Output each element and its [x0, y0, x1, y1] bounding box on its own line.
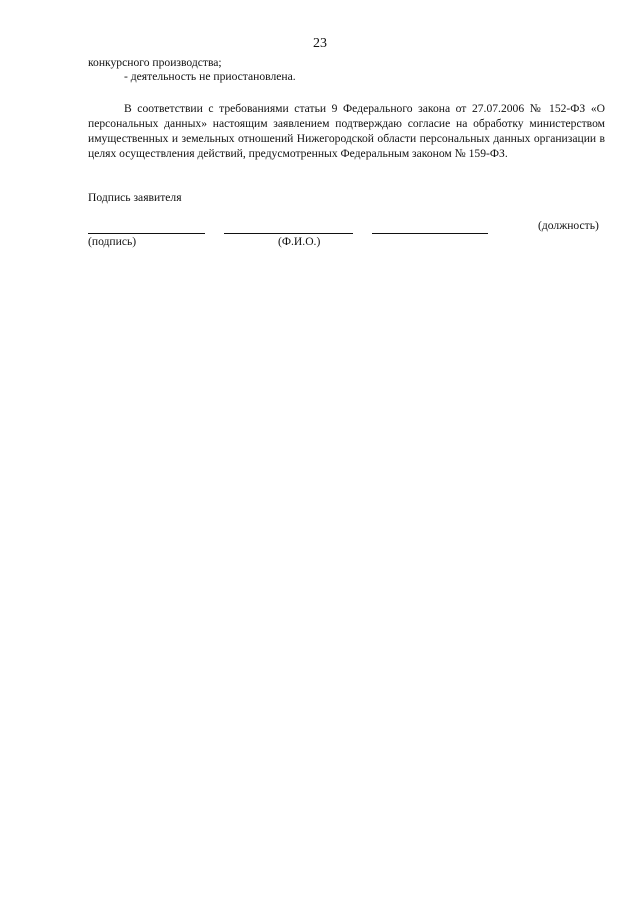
- signature-label: (подпись): [88, 235, 137, 248]
- consent-paragraph: [88, 101, 605, 161]
- extra-line: [372, 233, 488, 234]
- name-label: (Ф.И.О.): [278, 235, 321, 248]
- signature-line: [88, 233, 205, 234]
- position-label: (должность): [538, 219, 599, 232]
- intro-line-2: - деятельность не приостановлена.: [124, 70, 296, 83]
- consent-paragraph-text: В соответствии с требованиями статьи 9 Федерального закона от 27.07.2006 № 152-ФЗ «О персональных данных» настоящим заявлением подтверждаю согласие на обработку министерством имущественных и земельных отношений Нижегородской области персональных данных организации в целях осуществления действий, предусмотренных Федеральным законом № 159-ФЗ.: [88, 102, 605, 160]
- intro-line-1: конкурсного производства;: [88, 56, 222, 69]
- page-number: 23: [313, 36, 327, 51]
- intro-block: [88, 56, 605, 84]
- signature-heading: Подпись заявителя: [88, 191, 182, 204]
- name-line: [224, 233, 353, 234]
